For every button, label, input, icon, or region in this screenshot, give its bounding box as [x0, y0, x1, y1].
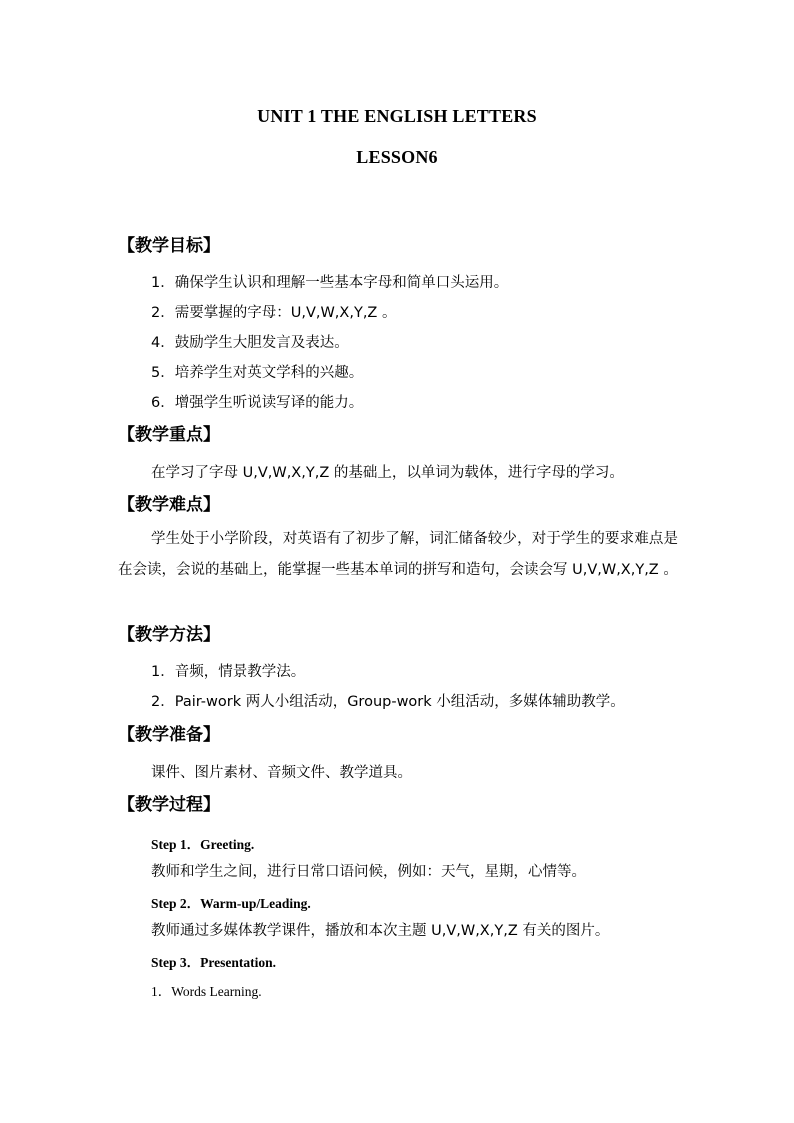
document-title: UNIT 1 THE ENGLISH LETTERS	[257, 106, 537, 126]
objective-item: 1．确保学生认识和理解一些基本字母和简单口头运用。	[151, 275, 509, 291]
preparation-heading: 【教学准备】	[118, 725, 220, 745]
objective-item: 4．鼓励学生大胆发言及表达。	[151, 335, 349, 351]
difficulties-heading: 【教学难点】	[118, 495, 220, 515]
step-2-text: 教师通过多媒体教学课件，播放和本次主题 U,V,W,X,Y,Z 有关的图片。	[151, 923, 610, 939]
objective-item: 2．需要掌握的字母：U,V,W,X,Y,Z 。	[151, 305, 397, 321]
step-2-title: Step 2．Warm-up/Leading.	[151, 896, 311, 911]
step-1-title: Step 1．Greeting.	[151, 837, 255, 852]
preparation-text: 课件、图片素材、音频文件、教学道具。	[151, 765, 412, 781]
objective-item: 6．增强学生听说读写译的能力。	[151, 395, 364, 411]
document-subtitle: LESSON6	[356, 147, 438, 167]
key-points-heading: 【教学重点】	[118, 425, 220, 445]
process-heading: 【教学过程】	[118, 795, 220, 815]
objective-item: 5．培养学生对英文学科的兴趣。	[151, 365, 364, 381]
difficulties-text: 学生处于小学阶段，对英语有了初步了解，词汇储备较少，对于学生的要求难点是在会读，会说的基础上，能掌握一些基本单词的拼写和造句，会读会写 U,V,W,X,Y,Z 。	[118, 531, 678, 578]
method-item: 1．音频，情景教学法。	[151, 664, 306, 680]
key-points-text: 在学习了字母 U,V,W,X,Y,Z 的基础上，以单词为载体，进行字母的学习。	[151, 465, 624, 481]
step-3-item: 1．Words Learning.	[151, 984, 262, 999]
objectives-heading: 【教学目标】	[118, 236, 220, 256]
step-3-title: Step 3．Presentation.	[151, 955, 276, 970]
step-1-text: 教师和学生之间，进行日常口语问候，例如：天气，星期，心情等。	[151, 864, 586, 880]
method-item: 2．Pair-work 两人小组活动，Group-work 小组活动，多媒体辅助教学。	[151, 694, 625, 710]
methods-heading: 【教学方法】	[118, 625, 220, 645]
